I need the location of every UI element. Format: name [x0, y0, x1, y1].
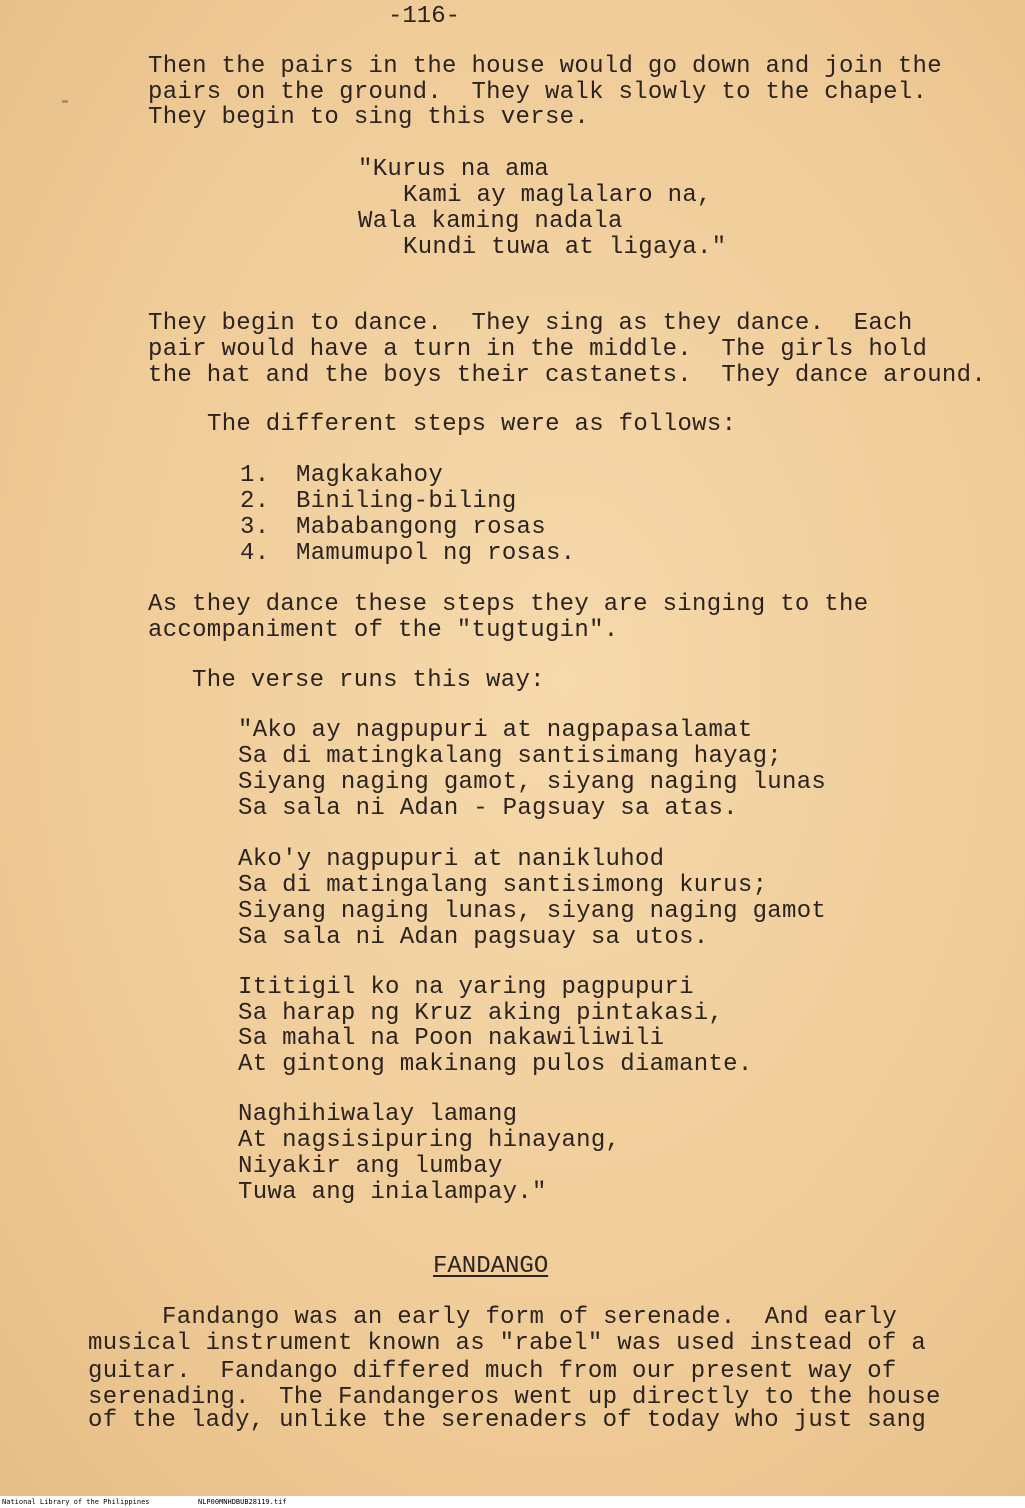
paragraph-3-line: As they dance these steps they are singing to the — [148, 591, 869, 618]
verse-1-line: Kami ay maglalaro na, — [403, 182, 712, 209]
step-name: Mababangong rosas — [296, 514, 546, 541]
paragraph-4-line: of the lady, unlike the serenaders of today who just sang — [88, 1407, 927, 1434]
verse-intro: The verse runs this way: — [192, 667, 545, 694]
song-line: Sa di matingkalang santisimang hayag; — [238, 743, 782, 770]
song-line: Sa sala ni Adan pagsuay sa utos. — [238, 924, 709, 951]
song-line: Siyang naging lunas, siyang naging gamot — [238, 898, 827, 925]
paragraph-4-line: guitar. Fandango differed much from our present way of — [88, 1358, 897, 1385]
song-line: Sa harap ng Kruz aking pintakasi, — [238, 1000, 724, 1027]
paragraph-4-line: musical instrument known as "rabel" was used instead of a — [88, 1330, 927, 1357]
paragraph-3-line: accompaniment of the "tugtugin". — [148, 617, 619, 644]
song-line: Sa mahal na Poon nakawiliwili — [238, 1025, 665, 1052]
step-name: Biniling-biling — [296, 488, 517, 515]
paragraph-4-line: Fandango was an early form of serenade. And early — [162, 1304, 898, 1331]
song-line: "Ako ay nagpupuri at nagpapasalamat — [238, 717, 753, 744]
section-heading: FANDANGO — [433, 1253, 549, 1280]
song-line: Tuwa ang inialampay." — [238, 1179, 547, 1206]
paragraph-1-line: Then the pairs in the house would go down and join the — [148, 53, 942, 80]
song-line: At nagsisipuring hinayang, — [238, 1127, 621, 1154]
paper-mark — [62, 100, 68, 103]
paragraph-2-line: pair would have a turn in the middle. The girls hold — [148, 336, 928, 363]
step-name: Magkakahoy — [296, 462, 444, 489]
step-number: 4. — [240, 540, 270, 567]
song-line: Naghihiwalay lamang — [238, 1101, 518, 1128]
verse-1-line: "Kurus na ama — [358, 156, 550, 183]
song-line: Ititigil ko na yaring pagpupuri — [238, 974, 694, 1001]
verse-1-line: Kundi tuwa at ligaya." — [403, 234, 727, 261]
step-name: Mamumupol ng rosas. — [296, 540, 576, 567]
paragraph-1-line: They begin to sing this verse. — [148, 104, 590, 131]
song-line: Niyakir ang lumbay — [238, 1153, 503, 1180]
paragraph-1-line: pairs on the ground. They walk slowly to the chapel. — [148, 79, 928, 106]
footer-strip — [0, 1496, 1025, 1508]
song-line: Sa di matingalang santisimong kurus; — [238, 872, 768, 899]
footer-source: National Library of the Philippines — [2, 1498, 150, 1506]
paragraph-2-line: the hat and the boys their castanets. They dance around. — [148, 362, 987, 389]
step-number: 3. — [240, 514, 270, 541]
steps-intro: The different steps were as follows: — [207, 411, 737, 438]
verse-1-line: Wala kaming nadala — [358, 208, 623, 235]
song-line: Ako'y nagpupuri at nanikluhod — [238, 846, 665, 873]
paragraph-4-line: serenading. The Fandangeros went up directly to the house — [88, 1384, 941, 1411]
song-line: At gintong makinang pulos diamante. — [238, 1051, 753, 1078]
step-number: 2. — [240, 488, 270, 515]
paragraph-2-line: They begin to dance. They sing as they dance. Each — [148, 310, 913, 337]
footer-file: NLP00MNHDBUB28119.tif — [198, 1498, 287, 1506]
page-number: -116- — [388, 3, 461, 30]
song-line: Siyang naging gamot, siyang naging lunas — [238, 769, 827, 796]
song-line: Sa sala ni Adan - Pagsuay sa atas. — [238, 795, 738, 822]
step-number: 1. — [240, 462, 270, 489]
